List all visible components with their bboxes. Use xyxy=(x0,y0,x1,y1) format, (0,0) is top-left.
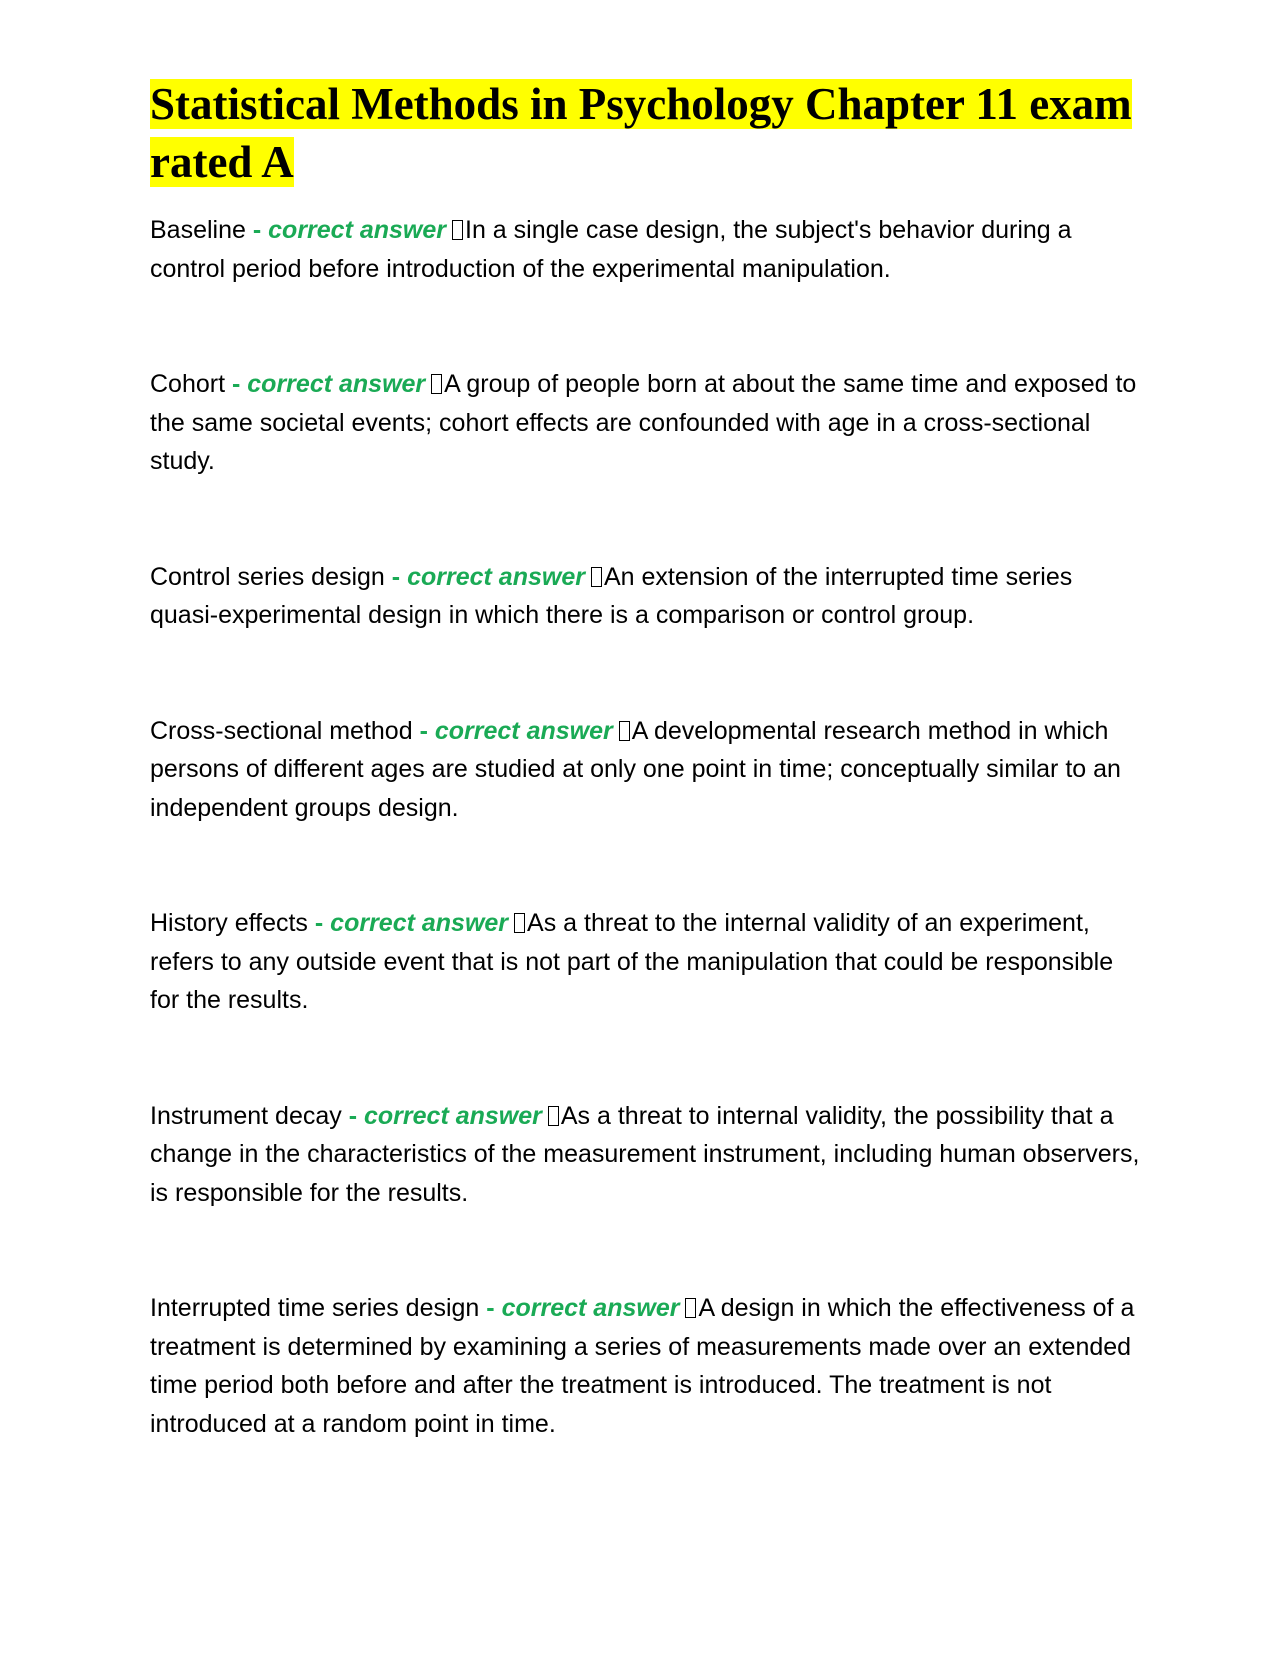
correct-answer-label: correct answer xyxy=(434,716,613,745)
entry-term: Baseline xyxy=(150,216,246,244)
entry-separator: - xyxy=(419,716,428,745)
entry-term: History effects xyxy=(150,909,308,937)
entry-separator: - xyxy=(232,370,241,398)
entry-separator: - xyxy=(252,216,262,244)
missing-glyph-icon xyxy=(619,721,630,741)
correct-answer-label: correct answer xyxy=(247,370,426,398)
entry-term: Instrument decay xyxy=(150,1101,342,1130)
document-page xyxy=(150,75,1140,1443)
missing-glyph-icon xyxy=(514,913,525,933)
entry-term: Cohort xyxy=(150,370,226,398)
correct-answer-label: correct answer xyxy=(268,216,447,244)
entry-definition: An extension of the interrupted time series quasi-experimental design in which there is a comparison or control group. xyxy=(150,562,1073,629)
missing-glyph-icon xyxy=(685,1298,696,1318)
glossary-entry-control-series-design xyxy=(150,558,1140,635)
entry-definition: A design in which the effectiveness of a treatment is determined by examining a series of measurements made over an extended time period both before and after the treatment is introduced. The treatment is not introduced at a random point in time. xyxy=(150,1294,1135,1438)
entry-separator: - xyxy=(391,562,401,591)
missing-glyph-icon xyxy=(591,567,602,587)
glossary-entry-interrupted-time-series-design xyxy=(150,1289,1140,1443)
glossary-entry-baseline xyxy=(150,211,1140,288)
correct-answer-label: correct answer xyxy=(364,1101,542,1130)
missing-glyph-icon xyxy=(431,374,442,394)
entry-definition: In a single case design, the subject's behavior during a control period before introduction of the experimental manipulation. xyxy=(150,216,1072,283)
glossary-entry-instrument-decay xyxy=(150,1097,1140,1213)
correct-answer-label: correct answer xyxy=(330,909,509,937)
glossary-entry-cross-sectional-method xyxy=(150,712,1140,828)
missing-glyph-icon xyxy=(548,1106,559,1126)
correct-answer-label: correct answer xyxy=(501,1294,680,1322)
entry-definition: As a threat to internal validity, the possibility that a change in the characteristics of the measurement instrument, including human observers, is responsible for the results. xyxy=(150,1101,1140,1207)
missing-glyph-icon xyxy=(452,220,463,240)
entry-definition: A developmental research method in which persons of different ages are studied at only one point in time; conceptually similar to an independent groups design. xyxy=(150,716,1121,822)
glossary-entry-cohort xyxy=(150,365,1140,481)
glossary-entry-history-effects xyxy=(150,904,1140,1020)
correct-answer-label: correct answer xyxy=(407,562,585,591)
entry-term: Cross-sectional method xyxy=(150,716,413,745)
entry-separator: - xyxy=(486,1294,495,1322)
entry-separator: - xyxy=(314,909,324,937)
entry-definition: As a threat to the internal validity of an experiment, refers to any outside event that is not part of the manipulation that could be responsible for the results. xyxy=(150,909,1114,1014)
entry-definition: A group of people born at about the same time and exposed to the same societal events; cohort effects are confounded with age in a cross-sectional study. xyxy=(150,370,1137,475)
entry-term: Interrupted time series design xyxy=(150,1294,480,1322)
entry-term: Control series design xyxy=(150,562,385,591)
document-title xyxy=(150,75,1140,191)
entry-separator: - xyxy=(348,1101,358,1130)
document-title-text: Statistical Methods in Psychology Chapter 11 exam rated A xyxy=(150,79,1132,187)
